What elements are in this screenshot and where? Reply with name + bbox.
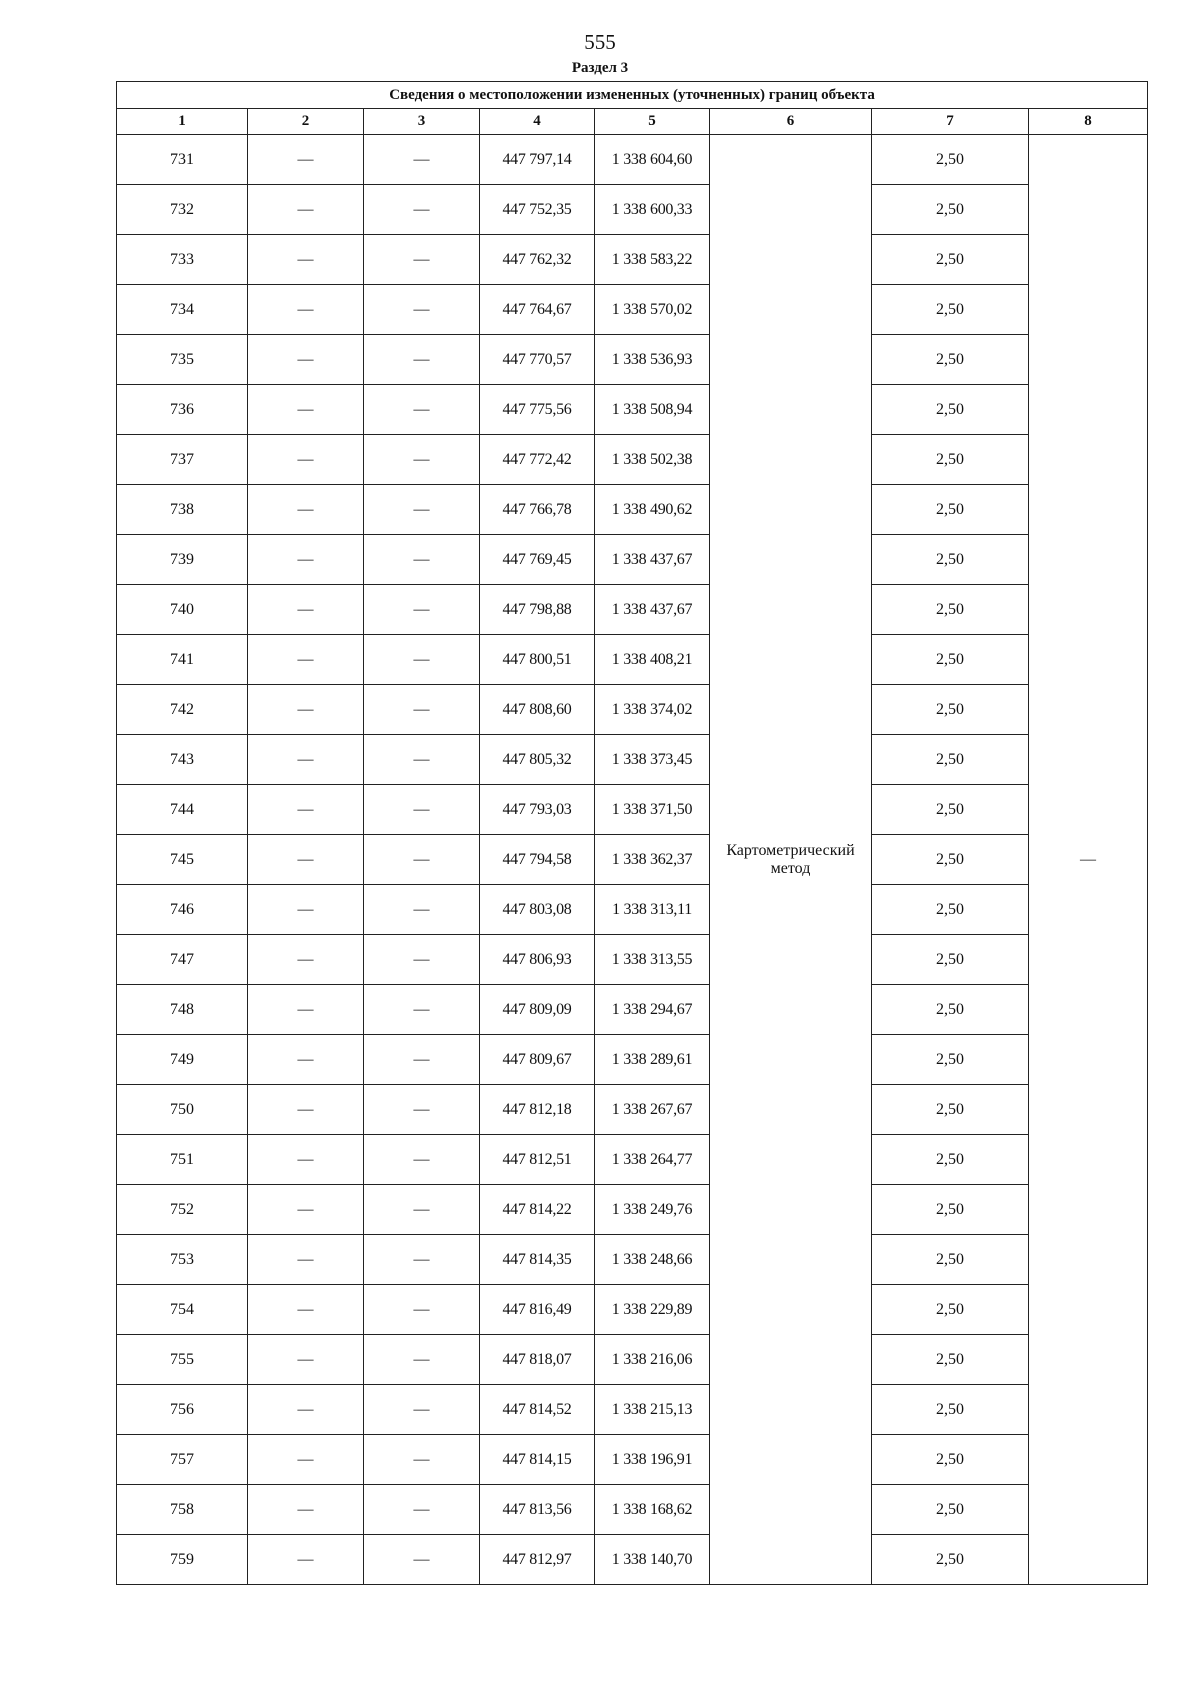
y-coordinate-cell: 1 338 490,62: [595, 485, 710, 535]
table-row: [117, 685, 1148, 735]
x-coordinate-cell: 447 808,60: [480, 685, 595, 735]
dash-cell: —: [248, 135, 364, 185]
dash-cell: —: [248, 535, 364, 585]
column-number-row: [117, 109, 1148, 135]
table-row: [117, 585, 1148, 635]
y-coordinate-cell: 1 338 313,11: [595, 885, 710, 935]
dash-cell: —: [364, 1285, 480, 1335]
x-coordinate-cell: 447 813,56: [480, 1485, 595, 1535]
accuracy-cell: 2,50: [872, 1235, 1029, 1285]
x-coordinate-cell: 447 818,07: [480, 1335, 595, 1385]
point-number-cell: 742: [117, 685, 248, 735]
x-coordinate-cell: 447 797,14: [480, 135, 595, 185]
y-coordinate-cell: 1 338 508,94: [595, 385, 710, 435]
dash-cell: —: [364, 285, 480, 335]
dash-cell: —: [248, 1235, 364, 1285]
dash-cell: —: [364, 435, 480, 485]
dash-cell: —: [364, 935, 480, 985]
y-coordinate-cell: 1 338 248,66: [595, 1235, 710, 1285]
accuracy-cell: 2,50: [872, 1135, 1029, 1185]
dash-cell: —: [248, 685, 364, 735]
point-number-cell: 740: [117, 585, 248, 635]
accuracy-cell: 2,50: [872, 485, 1029, 535]
point-number-cell: 751: [117, 1135, 248, 1185]
column-number: 7: [872, 109, 1029, 135]
dash-cell: —: [364, 585, 480, 635]
accuracy-cell: 2,50: [872, 535, 1029, 585]
x-coordinate-cell: 447 814,15: [480, 1435, 595, 1485]
accuracy-cell: 2,50: [872, 685, 1029, 735]
y-coordinate-cell: 1 338 289,61: [595, 1035, 710, 1085]
dash-cell: —: [248, 1035, 364, 1085]
x-coordinate-cell: 447 814,22: [480, 1185, 595, 1235]
x-coordinate-cell: 447 806,93: [480, 935, 595, 985]
y-coordinate-cell: 1 338 313,55: [595, 935, 710, 985]
accuracy-cell: 2,50: [872, 1335, 1029, 1385]
accuracy-cell: 2,50: [872, 1535, 1029, 1585]
x-coordinate-cell: 447 793,03: [480, 785, 595, 835]
dash-cell: —: [364, 385, 480, 435]
y-coordinate-cell: 1 338 371,50: [595, 785, 710, 835]
point-number-cell: 759: [117, 1535, 248, 1585]
point-number-cell: 748: [117, 985, 248, 1035]
dash-cell: —: [364, 785, 480, 835]
accuracy-cell: 2,50: [872, 285, 1029, 335]
point-number-cell: 733: [117, 235, 248, 285]
table-row: [117, 835, 1148, 885]
accuracy-cell: 2,50: [872, 335, 1029, 385]
dash-cell: —: [364, 1535, 480, 1585]
table-row: [117, 285, 1148, 335]
page-number: 555: [584, 30, 616, 54]
x-coordinate-cell: 447 770,57: [480, 335, 595, 385]
dash-cell: —: [364, 185, 480, 235]
accuracy-cell: 2,50: [872, 885, 1029, 935]
accuracy-cell: 2,50: [872, 1385, 1029, 1435]
dash-cell: —: [248, 1485, 364, 1535]
y-coordinate-cell: 1 338 437,67: [595, 535, 710, 585]
table-caption-row: [117, 82, 1148, 109]
y-coordinate-cell: 1 338 267,67: [595, 1085, 710, 1135]
point-number-cell: 735: [117, 335, 248, 385]
point-number-cell: 752: [117, 1185, 248, 1235]
accuracy-cell: 2,50: [872, 135, 1029, 185]
accuracy-cell: 2,50: [872, 185, 1029, 235]
dash-cell: —: [248, 785, 364, 835]
dash-cell: —: [364, 1085, 480, 1135]
dash-cell: —: [248, 1385, 364, 1435]
table-row: [117, 185, 1148, 235]
y-coordinate-cell: 1 338 600,33: [595, 185, 710, 235]
x-coordinate-cell: 447 766,78: [480, 485, 595, 535]
point-number-cell: 736: [117, 385, 248, 435]
table-row: [117, 635, 1148, 685]
table-row: [117, 885, 1148, 935]
point-number-cell: 757: [117, 1435, 248, 1485]
y-coordinate-cell: 1 338 583,22: [595, 235, 710, 285]
accuracy-cell: 2,50: [872, 585, 1029, 635]
column-number: 5: [595, 109, 710, 135]
y-coordinate-cell: 1 338 604,60: [595, 135, 710, 185]
point-number-cell: 749: [117, 1035, 248, 1085]
y-coordinate-cell: 1 338 264,77: [595, 1135, 710, 1185]
point-number-cell: 750: [117, 1085, 248, 1135]
dash-cell: —: [248, 1435, 364, 1485]
x-coordinate-cell: 447 794,58: [480, 835, 595, 885]
table-row: [117, 985, 1148, 1035]
table-row: [117, 1085, 1148, 1135]
dash-cell: —: [248, 435, 364, 485]
dash-cell: —: [248, 585, 364, 635]
column-number: 8: [1029, 109, 1148, 135]
dash-cell: —: [364, 1035, 480, 1085]
y-coordinate-cell: 1 338 140,70: [595, 1535, 710, 1585]
table-row: [117, 435, 1148, 485]
table-row: [117, 935, 1148, 985]
point-number-cell: 741: [117, 635, 248, 685]
point-number-cell: 739: [117, 535, 248, 585]
accuracy-cell: 2,50: [872, 1185, 1029, 1235]
dash-cell: —: [364, 235, 480, 285]
accuracy-cell: 2,50: [872, 1285, 1029, 1335]
y-coordinate-cell: 1 338 215,13: [595, 1385, 710, 1435]
table-row: [117, 535, 1148, 585]
dash-cell: —: [364, 1235, 480, 1285]
column-number: 2: [248, 109, 364, 135]
accuracy-cell: 2,50: [872, 235, 1029, 285]
table-row: [117, 1135, 1148, 1185]
y-coordinate-cell: 1 338 168,62: [595, 1485, 710, 1535]
x-coordinate-cell: 447 798,88: [480, 585, 595, 635]
table-row: [117, 1485, 1148, 1535]
column8-cell: —: [1029, 135, 1148, 1585]
y-coordinate-cell: 1 338 229,89: [595, 1285, 710, 1335]
dash-cell: —: [248, 335, 364, 385]
dash-cell: —: [364, 1385, 480, 1435]
x-coordinate-cell: 447 772,42: [480, 435, 595, 485]
x-coordinate-cell: 447 800,51: [480, 635, 595, 685]
point-number-cell: 756: [117, 1385, 248, 1435]
dash-cell: —: [248, 735, 364, 785]
accuracy-cell: 2,50: [872, 935, 1029, 985]
point-number-cell: 755: [117, 1335, 248, 1385]
accuracy-cell: 2,50: [872, 1035, 1029, 1085]
x-coordinate-cell: 447 814,52: [480, 1385, 595, 1435]
point-number-cell: 743: [117, 735, 248, 785]
table-row: [117, 1285, 1148, 1335]
x-coordinate-cell: 447 803,08: [480, 885, 595, 935]
dash-cell: —: [364, 1185, 480, 1235]
dash-cell: —: [364, 735, 480, 785]
dash-cell: —: [248, 185, 364, 235]
table-row: [117, 485, 1148, 535]
section-title: Раздел 3: [571, 60, 629, 76]
dash-cell: —: [364, 1135, 480, 1185]
accuracy-cell: 2,50: [872, 785, 1029, 835]
dash-cell: —: [248, 235, 364, 285]
dash-cell: —: [248, 1285, 364, 1335]
dash-cell: —: [364, 485, 480, 535]
x-coordinate-cell: 447 762,32: [480, 235, 595, 285]
y-coordinate-cell: 1 338 536,93: [595, 335, 710, 385]
column-number: 1: [117, 109, 248, 135]
point-number-cell: 745: [117, 835, 248, 885]
table-row: [117, 135, 1148, 185]
y-coordinate-cell: 1 338 408,21: [595, 635, 710, 685]
y-coordinate-cell: 1 338 294,67: [595, 985, 710, 1035]
table-row: [117, 1185, 1148, 1235]
dash-cell: —: [248, 1185, 364, 1235]
x-coordinate-cell: 447 769,45: [480, 535, 595, 585]
table-row: [117, 1235, 1148, 1285]
dash-cell: —: [364, 835, 480, 885]
column-number: 3: [364, 109, 480, 135]
table-row: [117, 735, 1148, 785]
dash-cell: —: [364, 1485, 480, 1535]
x-coordinate-cell: 447 805,32: [480, 735, 595, 785]
table-row: [117, 1535, 1148, 1585]
point-number-cell: 744: [117, 785, 248, 835]
accuracy-cell: 2,50: [872, 1435, 1029, 1485]
column-number: 4: [480, 109, 595, 135]
y-coordinate-cell: 1 338 374,02: [595, 685, 710, 735]
point-number-cell: 753: [117, 1235, 248, 1285]
accuracy-cell: 2,50: [872, 835, 1029, 885]
y-coordinate-cell: 1 338 362,37: [595, 835, 710, 885]
dash-cell: —: [248, 1135, 364, 1185]
dash-cell: —: [364, 985, 480, 1035]
y-coordinate-cell: 1 338 570,02: [595, 285, 710, 335]
point-number-cell: 734: [117, 285, 248, 335]
point-number-cell: 737: [117, 435, 248, 485]
point-number-cell: 758: [117, 1485, 248, 1535]
table-row: [117, 335, 1148, 385]
table-caption: Сведения о местоположении измененных (уточненных) границ объекта: [117, 82, 1148, 109]
dash-cell: —: [364, 1435, 480, 1485]
x-coordinate-cell: 447 809,67: [480, 1035, 595, 1085]
x-coordinate-cell: 447 764,67: [480, 285, 595, 335]
x-coordinate-cell: 447 814,35: [480, 1235, 595, 1285]
accuracy-cell: 2,50: [872, 735, 1029, 785]
accuracy-cell: 2,50: [872, 435, 1029, 485]
dash-cell: —: [248, 285, 364, 335]
point-number-cell: 746: [117, 885, 248, 935]
x-coordinate-cell: 447 775,56: [480, 385, 595, 435]
dash-cell: —: [248, 1535, 364, 1585]
x-coordinate-cell: 447 812,51: [480, 1135, 595, 1185]
dash-cell: —: [248, 1085, 364, 1135]
table-row: [117, 235, 1148, 285]
dash-cell: —: [364, 635, 480, 685]
dash-cell: —: [248, 1335, 364, 1385]
dash-cell: —: [248, 385, 364, 435]
dash-cell: —: [364, 885, 480, 935]
x-coordinate-cell: 447 816,49: [480, 1285, 595, 1335]
y-coordinate-cell: 1 338 502,38: [595, 435, 710, 485]
point-number-cell: 747: [117, 935, 248, 985]
dash-cell: —: [364, 1335, 480, 1385]
table-row: [117, 1385, 1148, 1435]
dash-cell: —: [248, 485, 364, 535]
table-row: [117, 785, 1148, 835]
dash-cell: —: [364, 535, 480, 585]
x-coordinate-cell: 447 752,35: [480, 185, 595, 235]
y-coordinate-cell: 1 338 249,76: [595, 1185, 710, 1235]
accuracy-cell: 2,50: [872, 1085, 1029, 1135]
x-coordinate-cell: 447 812,97: [480, 1535, 595, 1585]
dash-cell: —: [364, 135, 480, 185]
x-coordinate-cell: 447 809,09: [480, 985, 595, 1035]
y-coordinate-cell: 1 338 437,67: [595, 585, 710, 635]
dash-cell: —: [248, 635, 364, 685]
boundary-table: [116, 81, 1148, 1585]
y-coordinate-cell: 1 338 373,45: [595, 735, 710, 785]
point-number-cell: 732: [117, 185, 248, 235]
dash-cell: —: [248, 985, 364, 1035]
point-number-cell: 738: [117, 485, 248, 535]
table-row: [117, 1335, 1148, 1385]
column-number: 6: [710, 109, 872, 135]
y-coordinate-cell: 1 338 196,91: [595, 1435, 710, 1485]
accuracy-cell: 2,50: [872, 385, 1029, 435]
dash-cell: —: [248, 935, 364, 985]
accuracy-cell: 2,50: [872, 635, 1029, 685]
accuracy-cell: 2,50: [872, 1485, 1029, 1535]
dash-cell: —: [248, 885, 364, 935]
accuracy-cell: 2,50: [872, 985, 1029, 1035]
point-number-cell: 754: [117, 1285, 248, 1335]
method-cell: Картометрический метод: [710, 135, 872, 1585]
table-row: [117, 1435, 1148, 1485]
table-row: [117, 385, 1148, 435]
y-coordinate-cell: 1 338 216,06: [595, 1335, 710, 1385]
point-number-cell: 731: [117, 135, 248, 185]
dash-cell: —: [364, 335, 480, 385]
dash-cell: —: [364, 685, 480, 735]
table-row: [117, 1035, 1148, 1085]
x-coordinate-cell: 447 812,18: [480, 1085, 595, 1135]
dash-cell: —: [248, 835, 364, 885]
